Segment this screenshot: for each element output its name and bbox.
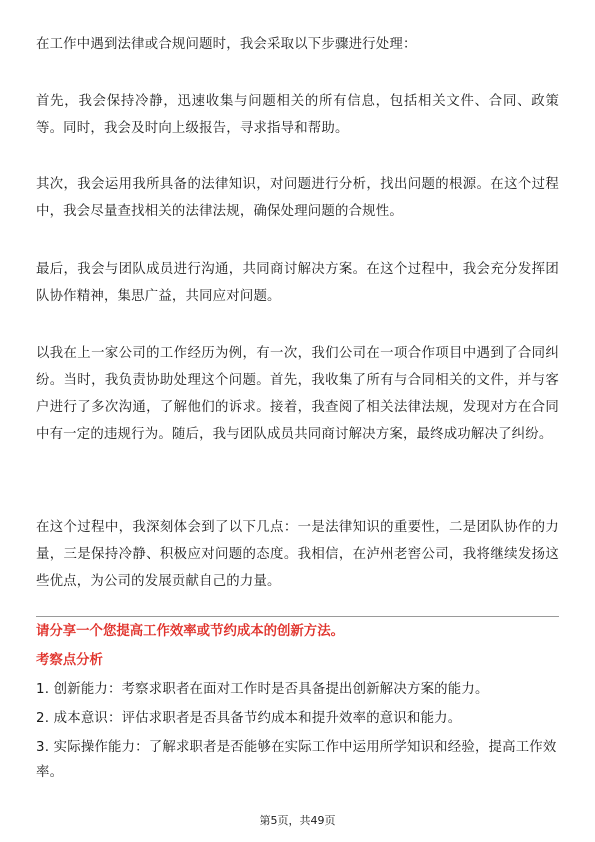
step-three-paragraph: 最后，我会与团队成员进行沟通，共同商讨解决方案。在这个过程中，我会充分发挥团队协作精神，集思广益，共同应对问题。	[36, 262, 559, 304]
example-paragraph: 以我在上一家公司的工作经历为例，有一次，我们公司在一项合作项目中遇到了合同纠纷。当时，我负责协助处理这个问题。首先，我收集了所有与合同相关的文件，并与客户进行了多次沟通，了解他们的诉求。接着，我查阅了相关法律法规，发现对方在合同中有一定的违规行为。随后，我与团队成员共同商讨解决方案，最终成功解决了纠纷。	[36, 346, 559, 442]
interview-question: 请分享一个您提高工作效率或节约成本的创新方法。	[36, 624, 344, 639]
section-divider	[36, 616, 559, 617]
intro-paragraph: 在工作中遇到法律或合规问题时，我会采取以下步骤进行处理：	[36, 37, 417, 52]
analysis-item-innovation: 1. 创新能力：考察求职者在面对工作时是否具备提出创新解决方案的能力。	[36, 682, 489, 697]
analysis-item-practical-ability: 3. 实际操作能力：了解求职者是否能够在实际工作中运用所学知识和经验，提高工作效率。	[36, 740, 557, 780]
analysis-list	[36, 677, 559, 789]
page-footer: 第5页，共49页	[259, 814, 336, 827]
step-two-paragraph: 其次，我会运用我所具备的法律知识，对问题进行分析，找出问题的根源。在这个过程中，我会尽量查找相关的法律法规，确保处理问题的合规性。	[36, 177, 559, 219]
step-one-paragraph: 首先，我会保持冷静，迅速收集与问题相关的所有信息，包括相关文件、合同、政策等。同时，我会及时向上级报告，寻求指导和帮助。	[36, 94, 559, 136]
conclusion-paragraph: 在这个过程中，我深刻体会到了以下几点：一是法律知识的重要性，二是团队协作的力量，三是保持冷静、积极应对问题的态度。我相信，在泸州老窖公司，我将继续发扬这些优点，为公司的发展贡献自己的力量。	[36, 520, 559, 589]
analysis-item-cost-awareness: 2. 成本意识：评估求职者是否具备节约成本和提升效率的意识和能力。	[36, 711, 462, 726]
analysis-heading: 考察点分析	[36, 653, 103, 668]
